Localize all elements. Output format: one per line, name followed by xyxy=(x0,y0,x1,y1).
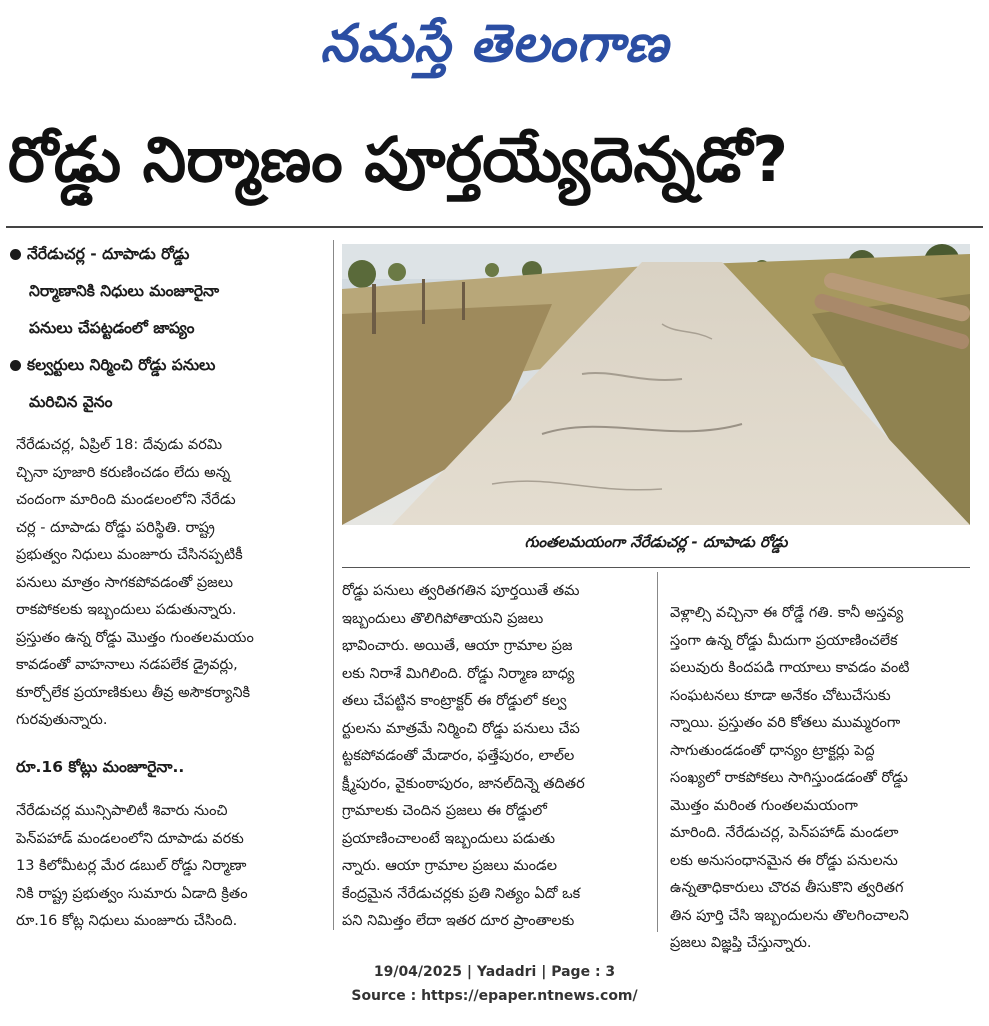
bullet-1-line-3: పనులు చేపట్టడంలో జాప్యం xyxy=(29,319,195,337)
text-line: రూ.16 కోట్ల నిధులు మంజూరు చేసింది. xyxy=(16,913,238,929)
text-line: ప్రస్తుతం ఉన్న రోడ్డు మొత్తం గుంతలమయం xyxy=(16,629,254,646)
text-line: ప్రజలు విజ్ఞప్తి చేస్తున్నారు. xyxy=(670,935,812,951)
headline: రోడ్డు నిర్మాణం పూర్తయ్యేదెన్నడో? xyxy=(8,123,789,196)
text-line: రాకపోకలకు ఇబ్బందులు పడుతున్నారు. xyxy=(16,602,237,618)
text-line: న్నాయి. ప్రస్తుతం వరి కోతలు ముమ్మరంగా xyxy=(670,715,901,731)
text-line: చందంగా మారింది మండలంలోని నేరేడు xyxy=(16,492,236,508)
text-line: క్ష్మీపురం, వైకుంఠాపురం, జానల్‌దిన్నె తదితర xyxy=(342,775,585,792)
bullet-2-line-2: మరిచిన వైనం xyxy=(29,393,113,411)
text-line: మారింది. నేరేడుచర్ల, పెన్‌పహాడ్ మండలా xyxy=(670,825,899,841)
photo-caption: గుంతలమయంగా నేరేడుచర్ల - దూపాడు రోడ్డు xyxy=(524,533,788,551)
text-line: ఉన్నతాధికారులు చొరవ తీసుకొని త్వరితగ xyxy=(670,880,904,896)
text-line: పెన్‌పహాడ్ మండలంలోని దూపాడు వరకు xyxy=(16,830,244,847)
text-line: వెళ్లాల్సి వచ్చినా ఈ రోడ్డే గతి. కానీ అస్తవ్య xyxy=(670,605,904,621)
text-line: ప్రయాణించాలంటే ఇబ్బందులు పడుతు xyxy=(342,830,556,847)
caption-rule xyxy=(342,567,970,568)
footer-date-edition: 19/04/2025 | Yadadri | Page : 3 xyxy=(373,964,616,980)
article-column-2 xyxy=(342,578,642,936)
text-line: సంఘటనలు కూడా అనేకం చోటుచేసుకు xyxy=(670,687,891,704)
text-line: రోడ్డు పనులు త్వరితగతిన పూర్తయితే తమ xyxy=(342,583,580,599)
column-divider xyxy=(657,572,658,932)
text-line: భావించారు. అయితే, ఆయా గ్రామాల ప్రజ xyxy=(342,638,573,654)
bullet-points xyxy=(10,236,328,421)
text-line: గురవుతున్నారు. xyxy=(16,712,108,728)
bullet-2-line-1: కల్వర్టులు నిర్మించి రోడ్డు పనులు xyxy=(10,347,328,384)
bullet-dot-icon xyxy=(10,249,21,260)
text-line: నికి రాష్ట్ర ప్రభుత్వం సుమారు ఏడాది క్రితం xyxy=(16,885,248,902)
text-line: పనులు మాత్రం సాగకపోవడంతో ప్రజలు xyxy=(16,574,234,591)
text-line: నేరేడుచర్ల మున్సిపాలిటీ శివారు నుంచి xyxy=(16,803,228,819)
text-line: న్నారు. ఆయా గ్రామాల ప్రజలు మండల xyxy=(342,858,557,874)
text-line: కూర్చోలేక ప్రయాణికులు తీవ్ర అసౌకర్యానికి xyxy=(16,684,251,701)
text-line: పని నిమిత్తం లేదా ఇతర దూర ప్రాంతాలకు xyxy=(342,913,575,929)
text-line: స్తంగా ఉన్న రోడ్డు మీదుగా ప్రయాణించలేక xyxy=(670,632,898,649)
text-line: ఇబ్బందులు తొలిగిపోతాయని ప్రజలు xyxy=(342,610,544,627)
column-divider xyxy=(333,240,334,930)
text-line: పలువురు కిందపడి గాయాలు కావడం వంటి xyxy=(670,660,910,676)
text-line: ట్టకపోవడంతో మేడారం, ఫత్తేపురం, లాల్‌ల xyxy=(342,748,575,764)
masthead-logo: నమస్తే తెలంగాణ xyxy=(320,14,669,74)
text-line: గ్రామాలకు చెందిన ప్రజలు ఈ రోడ్డులో xyxy=(342,803,547,819)
text-line: తలు చేపట్టిన కాంట్రాక్టర్ ఈ రోడ్డులో కల్వ xyxy=(342,693,567,709)
text-line: సంఖ్యలో రాకపోకలు సాగిస్తుండడంతో రోడ్డు xyxy=(670,770,908,786)
text-line: కావడంతో వాహనాలు నడపలేక డ్రైవర్లు, xyxy=(16,657,238,673)
subheading: రూ.16 కోట్లు మంజూరైనా.. xyxy=(16,758,185,776)
bullet-1-line-2: నిర్మాణానికి నిధులు మంజూరైనా xyxy=(29,282,220,300)
text-line: మొత్తం మరింత గుంతలమయంగా xyxy=(670,797,858,814)
road-photo xyxy=(342,244,970,525)
text-line: 13 కిలోమీటర్ల మేర డబుల్ రోడ్డు నిర్మాణా xyxy=(16,858,247,874)
text-line: ర్టులను మాత్రమే నిర్మించి రోడ్డు పనులు చేప xyxy=(342,720,580,737)
headline-rule xyxy=(6,226,983,228)
text-line: సాగుతుండడంతో ధాన్యం ట్రాక్టర్లు పెద్ద xyxy=(670,742,875,759)
bullet-dot-icon xyxy=(10,360,21,371)
text-line: ప్రభుత్వం నిధులు మంజూరు చేసినప్పటికీ xyxy=(16,547,243,563)
text-line: లకు అనుసంధానమైన ఈ రోడ్డు పనులను xyxy=(670,852,898,869)
text-line: కేంద్రమైన నేరేడుచర్లకు ప్రతి నిత్యం ఏదో ఒక xyxy=(342,885,581,902)
article-column-1 xyxy=(16,432,322,735)
article-column-1-continued xyxy=(16,798,322,936)
text-line: చ్చినా పూజారి కరుణించడం లేదు అన్న xyxy=(16,464,231,481)
bullet-1-line-1: నేరేడుచర్ల - దూపాడు రోడ్డు xyxy=(10,236,328,273)
text-line: లకు నిరాశే మిగిలింది. రోడ్డు నిర్మాణ బాధ్య xyxy=(342,665,575,682)
text-line: తిన పూర్తి చేసి ఇబ్బందులను తొలగించాలని xyxy=(670,907,909,924)
article-column-3 xyxy=(670,600,970,958)
footer-source: Source : https://epaper.ntnews.com/ xyxy=(351,988,638,1004)
text-line: నేరేడుచర్ల, ఏప్రిల్ 18: దేవుడు వరమి xyxy=(16,437,223,453)
text-line: చర్ల - దూపాడు రోడ్డు పరిస్థితి. రాష్ట్ర xyxy=(16,519,215,536)
road-photo-illustration xyxy=(342,244,970,525)
